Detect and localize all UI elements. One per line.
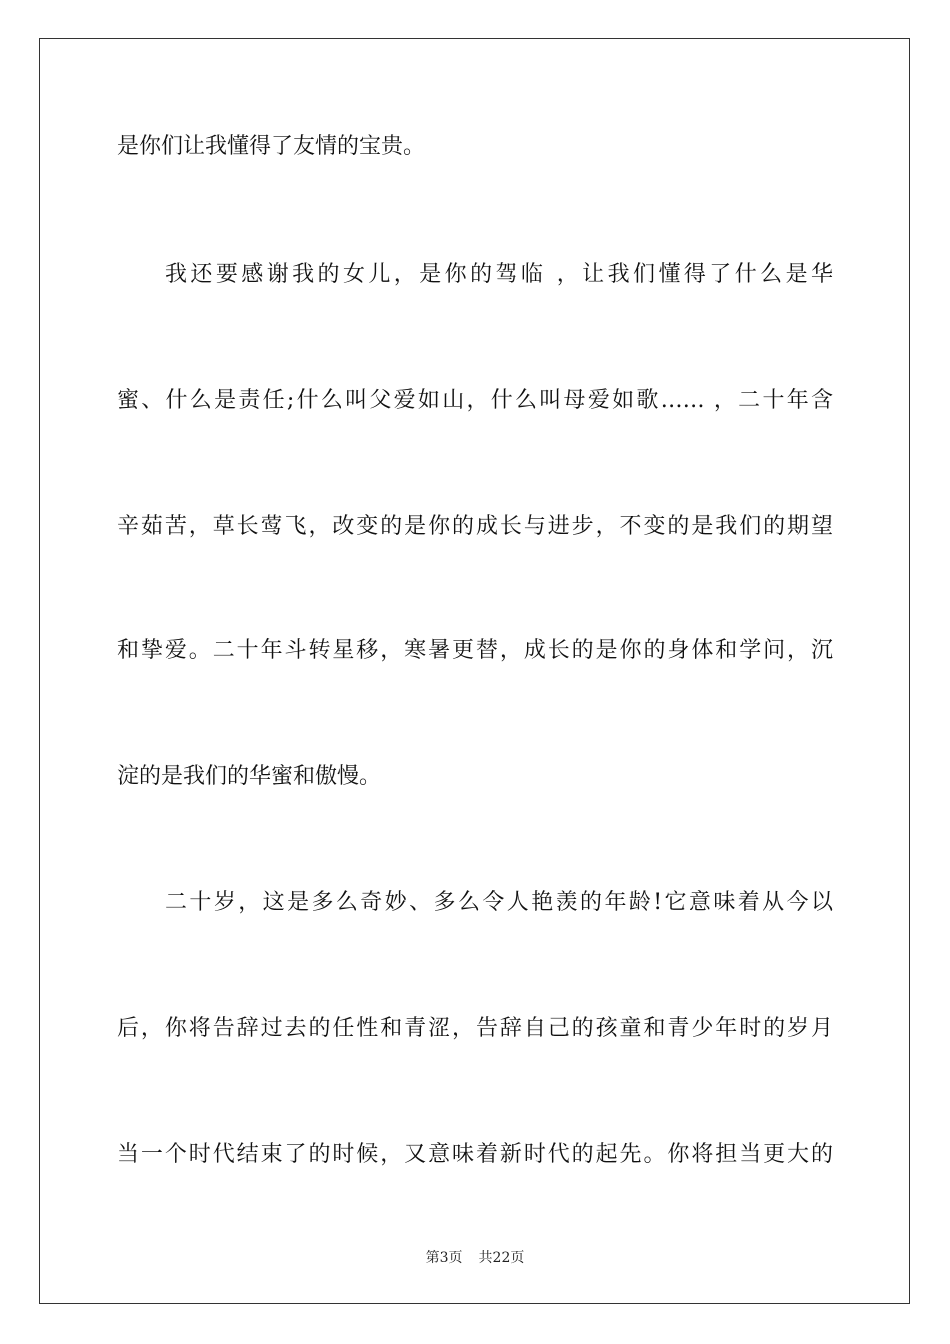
page-border <box>39 38 910 1304</box>
page-footer <box>0 1248 950 1268</box>
text-line-7: 二十岁，这是多么奇妙、多么令人艳羡的年龄!它意味着从今以 <box>165 890 833 915</box>
text-line-1: 是你们让我懂得了友情的宝贵。 <box>117 134 426 159</box>
page-total: 共22页 <box>478 1250 525 1266</box>
text-line-8: 后，你将告辞过去的任性和青涩，告辞自己的孩童和青少年时的岁月 <box>117 1016 833 1041</box>
text-line-2: 我还要感谢我的女儿，是你的驾临 ，让我们懂得了什么是华 <box>165 262 833 287</box>
text-line-9: 当一个时代结束了的时候，又意味着新时代的起先。你将担当更大的 <box>117 1142 833 1167</box>
text-line-4: 辛茹苦，草长莺飞，改变的是你的成长与进步，不变的是我们的期望 <box>117 514 833 539</box>
text-line-6: 淀的是我们的华蜜和傲慢。 <box>117 764 382 789</box>
page-number: 第3页 <box>425 1250 463 1266</box>
text-line-5: 和挚爱。二十年斗转星移，寒暑更替，成长的是你的身体和学问，沉 <box>117 638 833 663</box>
text-line-3: 蜜、什么是责任;什么叫父爱如山，什么叫母爱如歌…… ，二十年含 <box>117 388 833 413</box>
